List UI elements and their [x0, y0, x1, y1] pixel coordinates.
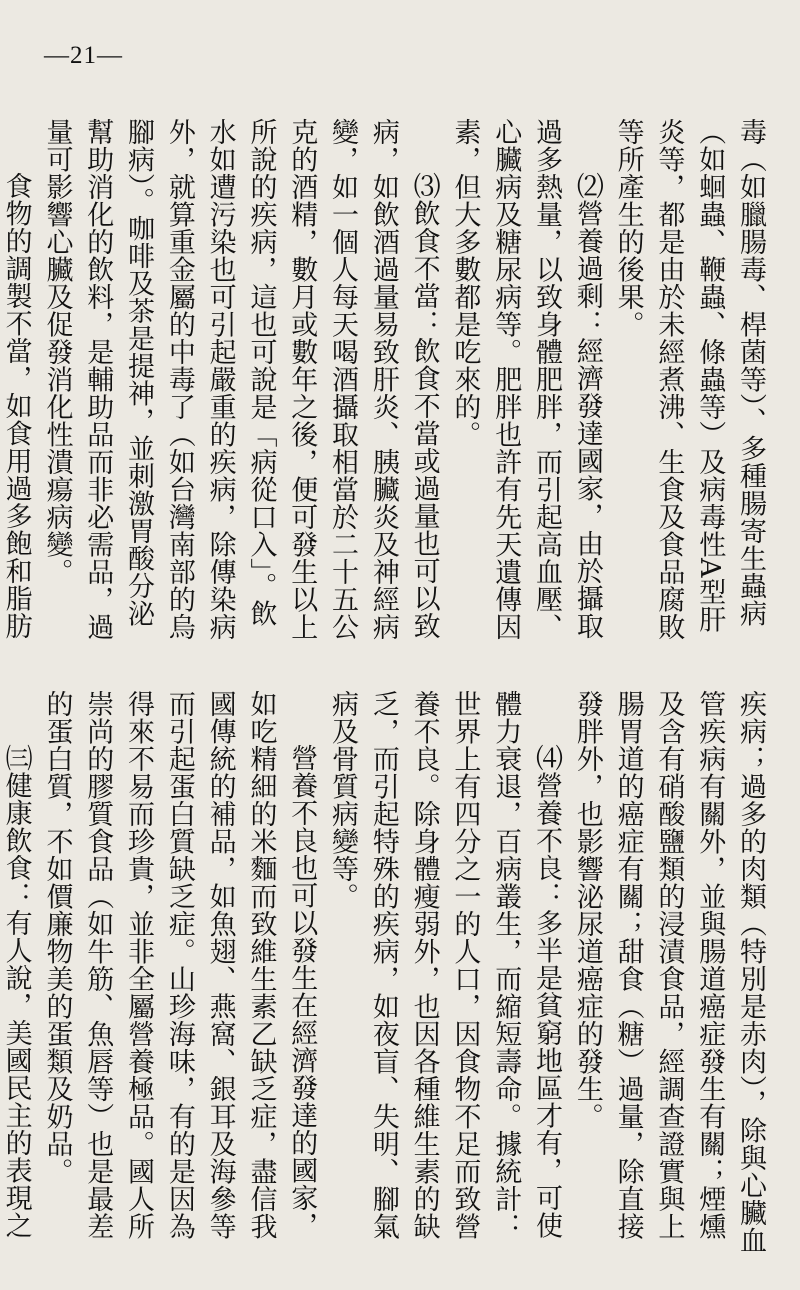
paragraph-food-poisoning-consequences: 毒（如臘腸毒、桿菌等）、多種腸寄生蟲病（如蛔蟲、鞭蟲、條蟲等）及病毒性A型肝炎等，都是由於未經煮沸、生食及食品腐敗等所產生的後果。 [612, 118, 766, 641]
page-number: —21— [44, 42, 123, 69]
bottom-text-block [0, 690, 770, 1265]
paragraph-overnutrition: ⑵營養過剩：經濟發達國家，由於攝取過多熱量，以致身體肥胖，而引起高血壓、心臟病及糖尿病等。肥胖也許有先天遺傳因素，但大多數都是吃來的。 [449, 118, 603, 641]
top-text-block [0, 118, 770, 648]
paragraph-improper-diet: ⑶飲食不當：飲食不當或過量也可以致病，如飲酒過量易致肝炎、胰臟炎及神經病變，如一個人每天喝酒攝取相當於二十五公克的酒精，數月或數年之後，便可發生以上所說的疾病，這也可說是「病從口入」。飲水如遭污染也可引起嚴重的疾病，除傳染病外，就算重金屬的中毒了（如台灣南部的烏腳病）。咖啡及茶是提神，並刺激胃酸分泌幫助消化的飲料，是輔助品而非必需品，過量可影響心臟及促發消化性潰瘍病變。 [41, 118, 440, 641]
paragraph-meat-and-cancer: 疾病；過多的肉類（特別是赤肉），除與心臟血管疾病有關外，並與腸道癌症發生有關；煙燻及含有硝酸鹽類的浸漬食品，經調查證實與上腸胃道的癌症有關；甜食（糖）過量，除直接發胖外，也影響泌尿道癌症的發生。 [571, 690, 766, 1254]
paragraph-malnutrition-developed: 營養不良也可以發生在經濟發達的國家，如吃精細的米麵而致維生素乙缺乏症，盡信我國傳統的補品，如魚翅、燕窩、銀耳及海參等而引起蛋白質缺乏症。山珍海味，有的是因為得來不易而珍貴，並非全屬營養極品。國人所崇尚的膠質食品（如牛筋、魚唇等）也是最差的蛋白質，不如價廉物美的蛋類及奶品。 [41, 690, 318, 1240]
paragraph-malnutrition: ⑷營養不良：多半是貧窮地區才有，可使體力衰退，百病叢生，而縮短壽命。據統計：世界上有四分之一的人口，因食物不足而致營養不良。除身體瘦弱外，也因各種維生素的缺乏，而引起特殊的疾病，如夜盲、失明、腳氣病及骨質病變等。 [327, 690, 563, 1240]
paragraph-healthy-diet: ㈢健康飲食：有人說，美國民主的表現之 [0, 744, 32, 1239]
paragraph-food-preparation: 食物的調製不當，如食用過多飽和脂肪 [0, 172, 32, 640]
